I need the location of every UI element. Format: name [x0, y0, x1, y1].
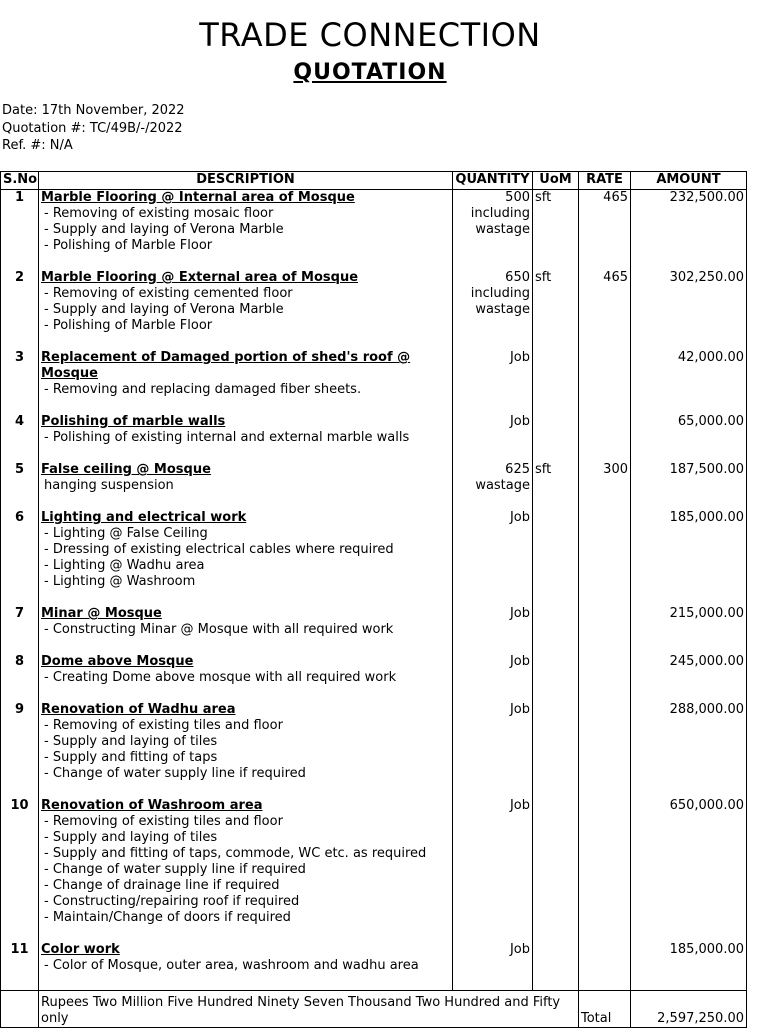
item-detail-line: - Lighting @ Washroom: [44, 574, 196, 589]
reference-number: Ref. #: N/A: [2, 138, 73, 153]
item-sno: 1: [1, 190, 39, 271]
item-amount: 215,000.00: [631, 606, 747, 654]
table-body: [1, 190, 747, 991]
item-sno: 7: [1, 606, 39, 654]
item-description: [39, 606, 453, 654]
item-sno: 9: [1, 702, 39, 798]
item-quantity: [453, 350, 533, 414]
item-sno: 8: [1, 654, 39, 702]
item-rate: [579, 942, 631, 991]
item-title: Marble Flooring @ Internal area of Mosque: [41, 190, 355, 205]
total-sno-cell: [1, 991, 39, 1028]
col-header-description: DESCRIPTION: [39, 172, 453, 190]
item-detail-line: - Dressing of existing electrical cables where required: [44, 542, 394, 557]
total-row: [1, 991, 747, 1028]
item-uom: [533, 942, 579, 991]
item-title: Lighting and electrical work: [41, 510, 247, 525]
item-uom: [533, 510, 579, 606]
col-header-uom: UoM: [533, 172, 579, 190]
item-title: False ceiling @ Mosque: [41, 462, 211, 477]
item-detail-line: - Polishing of existing internal and external marble walls: [44, 430, 410, 445]
item-sno: 4: [1, 414, 39, 462]
table-row: [1, 654, 747, 702]
item-detail-line: - Constructing/repairing roof if required: [44, 894, 300, 909]
item-detail-line: - Removing and replacing damaged fiber sheets.: [44, 382, 362, 397]
item-detail-line: - Polishing of Marble Floor: [44, 238, 213, 253]
item-detail-line: - Constructing Minar @ Mosque with all required work: [44, 622, 394, 637]
item-title: Color work: [41, 942, 120, 957]
item-detail-line: - Supply and laying of Verona Marble: [44, 302, 284, 317]
item-detail-line: - Supply and fitting of taps: [44, 750, 218, 765]
item-sno: 6: [1, 510, 39, 606]
item-uom: [533, 798, 579, 942]
item-uom: sft: [533, 462, 579, 510]
item-uom: [533, 654, 579, 702]
item-rate: 465: [579, 270, 631, 350]
item-rate: [579, 414, 631, 462]
item-quantity: [453, 414, 533, 462]
item-detail-line: - Removing of existing tiles and floor: [44, 814, 283, 829]
item-detail-line: - Maintain/Change of doors if required: [44, 910, 291, 925]
item-rate: [579, 510, 631, 606]
table-row: [1, 414, 747, 462]
item-quantity: [453, 702, 533, 798]
item-amount: 187,500.00: [631, 462, 747, 510]
document-title: QUOTATION: [293, 60, 447, 85]
table-row: [1, 606, 747, 654]
col-header-sno: S.No: [1, 172, 39, 190]
item-amount: 65,000.00: [631, 414, 747, 462]
item-amount: 232,500.00: [631, 190, 747, 271]
item-amount: 245,000.00: [631, 654, 747, 702]
item-amount: 42,000.00: [631, 350, 747, 414]
item-quantity-line: Job: [509, 702, 530, 717]
item-title: Renovation of Washroom area: [41, 798, 263, 813]
item-rate: 300: [579, 462, 631, 510]
item-quantity-line: including: [470, 206, 530, 221]
item-quantity: [453, 606, 533, 654]
item-rate: [579, 606, 631, 654]
quotation-date: Date: 17th November, 2022: [2, 103, 185, 118]
item-uom: [533, 350, 579, 414]
item-quantity-line: 625: [505, 462, 530, 477]
item-rate: 465: [579, 190, 631, 271]
item-rate: [579, 702, 631, 798]
item-detail-line: - Polishing of Marble Floor: [44, 318, 213, 333]
table-row: [1, 350, 747, 414]
item-detail-line: - Lighting @ Wadhu area: [44, 558, 205, 573]
item-quantity: [453, 462, 533, 510]
item-amount: 288,000.00: [631, 702, 747, 798]
item-amount: 185,000.00: [631, 510, 747, 606]
table-row: [1, 270, 747, 350]
col-header-rate: RATE: [579, 172, 631, 190]
item-quantity: [453, 190, 533, 271]
table-row: [1, 798, 747, 942]
item-description: [39, 350, 453, 414]
item-quantity: [453, 654, 533, 702]
item-detail-line: - Supply and laying of tiles: [44, 830, 218, 845]
item-detail-line: - Supply and laying of Verona Marble: [44, 222, 284, 237]
item-quantity: [453, 270, 533, 350]
item-detail-line: - Change of drainage line if required: [44, 878, 280, 893]
col-header-quantity: QUANTITY: [453, 172, 533, 190]
item-quantity-line: 500: [505, 190, 530, 205]
item-description: [39, 462, 453, 510]
item-quantity-line: Job: [509, 510, 530, 525]
item-uom: [533, 414, 579, 462]
table-row: [1, 702, 747, 798]
item-detail-line: - Removing of existing mosaic floor: [44, 206, 274, 221]
amount-in-words: Rupees Two Million Five Hundred Ninety Seven Thousand Two Hundred and Fifty only: [39, 991, 579, 1028]
item-quantity-line: Job: [509, 798, 530, 813]
item-title: Renovation of Wadhu area: [41, 702, 236, 717]
table-header-row: [1, 172, 747, 190]
table-row: [1, 462, 747, 510]
item-uom: sft: [533, 190, 579, 271]
item-uom: sft: [533, 270, 579, 350]
item-description: [39, 702, 453, 798]
item-sno: 2: [1, 270, 39, 350]
item-quantity-line: Job: [509, 414, 530, 429]
item-description: [39, 510, 453, 606]
item-quantity-line: Job: [509, 942, 530, 957]
item-rate: [579, 654, 631, 702]
item-amount: 302,250.00: [631, 270, 747, 350]
item-amount: 185,000.00: [631, 942, 747, 991]
item-uom: [533, 702, 579, 798]
item-description: [39, 798, 453, 942]
item-quantity-line: Job: [509, 350, 530, 365]
item-description: [39, 414, 453, 462]
item-detail-line: - Color of Mosque, outer area, washroom and wadhu area: [44, 958, 419, 973]
item-detail-line: - Change of water supply line if required: [44, 862, 306, 877]
item-title: Polishing of marble walls: [41, 414, 226, 429]
item-quantity-line: wastage: [475, 478, 530, 493]
item-uom: [533, 606, 579, 654]
item-title: Replacement of Damaged portion of shed's roof @ Mosque: [41, 350, 411, 381]
item-description: [39, 942, 453, 991]
item-detail-line: - Supply and laying of tiles: [44, 734, 218, 749]
item-quantity-line: 650: [505, 270, 530, 285]
item-quantity: [453, 798, 533, 942]
company-name: TRADE CONNECTION: [199, 16, 541, 54]
item-quantity: [453, 942, 533, 991]
quotation-table: [0, 171, 747, 1028]
item-sno: 3: [1, 350, 39, 414]
item-amount: 650,000.00: [631, 798, 747, 942]
item-sno: 5: [1, 462, 39, 510]
item-detail-line: - Creating Dome above mosque with all required work: [44, 670, 397, 685]
item-rate: [579, 798, 631, 942]
item-detail-line: - Change of water supply line if required: [44, 766, 306, 781]
item-sno: 11: [1, 942, 39, 991]
item-quantity-line: Job: [509, 654, 530, 669]
item-quantity-line: wastage: [475, 302, 530, 317]
item-detail-line: - Lighting @ False Ceiling: [44, 526, 208, 541]
item-sno: 10: [1, 798, 39, 942]
item-quantity-line: including: [470, 286, 530, 301]
table-row: [1, 942, 747, 991]
item-detail-line: - Supply and fitting of taps, commode, WC etc. as required: [44, 846, 427, 861]
item-detail-line: - Removing of existing cemented floor: [44, 286, 293, 301]
item-description: [39, 654, 453, 702]
table-row: [1, 510, 747, 606]
item-description: [39, 270, 453, 350]
item-title: Dome above Mosque: [41, 654, 194, 669]
item-detail-line: - Removing of existing tiles and floor: [44, 718, 283, 733]
item-description: [39, 190, 453, 271]
total-amount: 2,597,250.00: [631, 991, 747, 1028]
item-quantity-line: wastage: [475, 222, 530, 237]
item-title: Marble Flooring @ External area of Mosque: [41, 270, 359, 285]
item-rate: [579, 350, 631, 414]
quotation-number: Quotation #: TC/49B/-/2022: [2, 121, 183, 136]
item-title: Minar @ Mosque: [41, 606, 162, 621]
item-detail-line: hanging suspension: [44, 478, 174, 493]
item-quantity: [453, 510, 533, 606]
col-header-amount: AMOUNT: [631, 172, 747, 190]
item-quantity-line: Job: [509, 606, 530, 621]
total-label: Total: [579, 991, 631, 1028]
table-row: [1, 190, 747, 271]
